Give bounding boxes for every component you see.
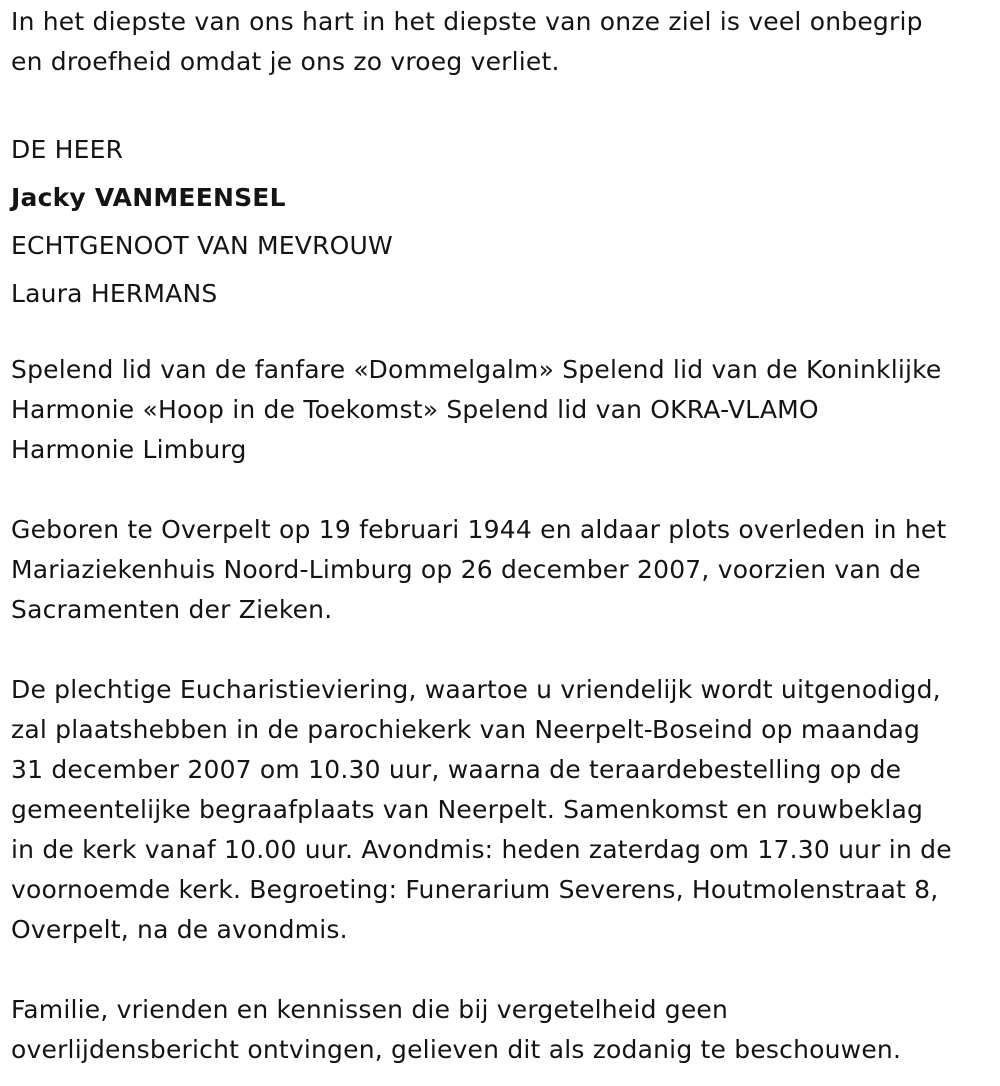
ceremony-line: zal plaatshebben in de parochiekerk van Neerpelt-Boseind op maandag xyxy=(11,715,921,744)
birth-death-line: Mariaziekenhuis Noord-Limburg op 26 december 2007, voorzien van de xyxy=(11,555,921,584)
deceased-relation: ECHTGENOOT VAN MEVROUW xyxy=(11,231,393,260)
ceremony-line: in de kerk vanaf 10.00 uur. Avondmis: heden zaterdag om 17.30 uur in de xyxy=(11,835,952,864)
ceremony-line: De plechtige Eucharistieviering, waartoe u vriendelijk wordt uitgenodigd, xyxy=(11,675,941,704)
deceased-name: Jacky VANMEENSEL xyxy=(11,183,286,212)
deceased-title: DE HEER xyxy=(11,135,124,164)
birth-death-paragraph xyxy=(11,510,946,630)
birth-death-line: Geboren te Overpelt op 19 februari 1944 en aldaar plots overleden in het xyxy=(11,515,947,544)
closing-paragraph xyxy=(11,990,901,1070)
ceremony-line: 31 december 2007 om 10.30 uur, waarna de teraardebestelling op de xyxy=(11,755,902,784)
intro-line: en droefheid omdat je ons zo vroeg verliet. xyxy=(11,47,560,76)
ceremony-line: voornoemde kerk. Begroeting: Funerarium Severens, Houtmolenstraat 8, xyxy=(11,875,939,904)
intro-line: In het diepste van ons hart in het diepste van onze ziel is veel onbegrip xyxy=(11,7,923,36)
ceremony-line: Overpelt, na de avondmis. xyxy=(11,915,348,944)
memberships-line: Harmonie Limburg xyxy=(11,435,247,464)
deceased-block xyxy=(11,126,393,318)
closing-line: overlijdensbericht ontvingen, gelieven dit als zodanig te beschouwen. xyxy=(11,1035,902,1064)
memberships-line: Spelend lid van de fanfare «Dommelgalm» Spelend lid van de Koninklijke xyxy=(11,355,942,384)
ceremony-line: gemeentelijke begraafplaats van Neerpelt. Samenkomst en rouwbeklag xyxy=(11,795,924,824)
birth-death-line: Sacramenten der Zieken. xyxy=(11,595,333,624)
intro-paragraph xyxy=(11,2,923,82)
spouse-name: Laura HERMANS xyxy=(11,279,218,308)
ceremony-paragraph xyxy=(11,670,952,950)
closing-line: Familie, vrienden en kennissen die bij vergetelheid geen xyxy=(11,995,729,1024)
memberships-paragraph xyxy=(11,350,942,470)
memberships-line: Harmonie «Hoop in de Toekomst» Spelend lid van OKRA-VLAMO xyxy=(11,395,819,424)
